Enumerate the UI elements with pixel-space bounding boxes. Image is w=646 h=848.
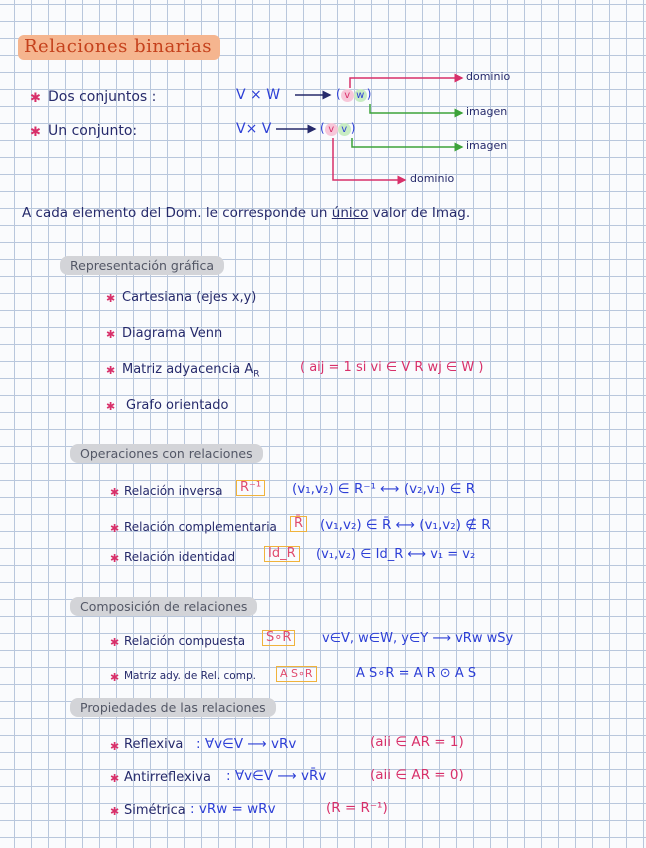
- statement: [22, 205, 470, 221]
- item-grafo: Grafo orientado: [126, 398, 229, 413]
- pair-close-2: ): [350, 121, 356, 135]
- pair-open-2: (: [320, 121, 325, 135]
- pair-close: ): [366, 87, 372, 101]
- pair-v1-dot: v: [325, 123, 338, 136]
- item-complementaria-box-wrap: [290, 516, 307, 532]
- item-identidad-box-wrap: [264, 546, 300, 562]
- item-simetrica-label: Simétrica: [124, 803, 186, 818]
- pair-open: (: [336, 87, 341, 101]
- item-matriz: [122, 362, 260, 380]
- item-venn: Diagrama Venn: [122, 326, 223, 341]
- bullet-reflexiva: ✱: [110, 740, 120, 753]
- label-imagen-1: imagen: [466, 105, 508, 118]
- dos-conjuntos-label: Dos conjuntos :: [48, 89, 157, 105]
- bullet-simetrica: ✱: [110, 805, 120, 818]
- item-inversa-box: R⁻¹: [236, 480, 265, 496]
- bullet-dos: ✱: [30, 91, 41, 106]
- label-dominio-2: dominio: [410, 172, 455, 185]
- item-antirreflexiva-formula: : ∀v∈V ⟶ vR̄v: [226, 768, 327, 784]
- item-compuesta-box: S∘R: [262, 630, 295, 646]
- statement-before: A cada elemento del Dom. le corresponde un: [22, 205, 328, 221]
- page-title: Relaciones binarias: [18, 35, 220, 60]
- item-reflexiva-label: Reflexiva: [124, 737, 184, 752]
- matrix-condition: ( aij = 1 si vi ∈ V R wj ∈ W ): [300, 360, 484, 375]
- dos-conjuntos-expr: V × W: [236, 87, 281, 103]
- label-dominio-1: dominio: [466, 70, 511, 83]
- pair-v2-dot: v: [338, 123, 351, 136]
- item-matriz-comp-box: A S∘R: [276, 666, 317, 682]
- item-simetrica-note: (R = R⁻¹): [326, 800, 388, 816]
- item-compuesta-label: Relación compuesta: [124, 634, 246, 648]
- item-inversa-formula: (v₁,v₂) ∈ R⁻¹ ⟷ (v₂,v₁) ∈ R: [292, 481, 476, 497]
- un-conjunto-expr: V× V: [236, 121, 272, 137]
- item-antirreflexiva-label: Antirreflexiva: [124, 770, 211, 785]
- item-compuesta-formula: v∈V, w∈W, y∈Y ⟶ vRw wSy: [322, 631, 514, 646]
- item-matriz-label: Matriz adyacencia: [122, 362, 241, 377]
- statement-underlined: único: [331, 205, 369, 221]
- item-complementaria-label: Relación complementaria: [124, 520, 277, 534]
- item-inversa-label: Relación inversa: [124, 484, 223, 498]
- bullet-compuesta: ✱: [110, 636, 120, 649]
- statement-after: valor de Imag.: [372, 205, 471, 221]
- matrix-symbol: A: [244, 362, 254, 377]
- item-complementaria-formula: (v₁,v₂) ∈ R̄ ⟷ (v₁,v₂) ∉ R: [320, 517, 491, 533]
- item-reflexiva-note: (aii ∈ AR = 1): [370, 734, 464, 750]
- pair-v-dot: v: [341, 89, 354, 102]
- bullet-identidad: ✱: [110, 552, 120, 565]
- item-identidad-box: Id_R: [264, 546, 300, 562]
- section-composicion-heading: Composición de relaciones: [70, 597, 257, 616]
- item-identidad-label: Relación identidad: [124, 550, 236, 564]
- item-inversa-box-wrap: [236, 480, 265, 496]
- item-matriz-comp-formula: A S∘R = A R ⊙ A S: [356, 666, 477, 681]
- item-identidad-formula: (v₁,v₂) ∈ Id_R ⟷ v₁ = v₂: [316, 547, 476, 562]
- item-compuesta-box-wrap: [262, 630, 295, 646]
- bullet-un: ✱: [30, 125, 41, 140]
- bullet-cartesiana: ✱: [106, 292, 116, 305]
- bullet-matriz: ✱: [106, 364, 116, 377]
- matrix-sub: R: [253, 369, 260, 380]
- un-conjunto-label: Un conjunto:: [48, 123, 138, 139]
- bullet-matriz-comp: ✱: [110, 671, 120, 684]
- bullet-inversa: ✱: [110, 486, 120, 499]
- item-antirreflexiva-note: (aii ∈ AR = 0): [370, 767, 464, 783]
- label-imagen-2: imagen: [466, 139, 508, 152]
- section-propiedades-heading: Propiedades de las relaciones: [70, 698, 276, 717]
- bullet-antirreflexiva: ✱: [110, 772, 120, 785]
- section-operaciones-heading: Operaciones con relaciones: [70, 444, 263, 463]
- pair-w-dot: w: [354, 89, 367, 102]
- item-matriz-comp-label: Matriz ady. de Rel. comp.: [124, 670, 256, 682]
- item-complementaria-box: R̄: [290, 516, 307, 532]
- item-reflexiva-formula: : ∀v∈V ⟶ vRv: [196, 736, 297, 752]
- item-matriz-comp-box-wrap: [276, 666, 317, 682]
- bullet-venn: ✱: [106, 328, 116, 341]
- bullet-complementaria: ✱: [110, 522, 120, 535]
- section-representacion-heading: Representación gráfica: [60, 256, 224, 275]
- item-cartesiana: Cartesiana (ejes x,y): [122, 290, 257, 305]
- bullet-grafo: ✱: [106, 400, 116, 413]
- item-simetrica-formula: : vRw = wRv: [190, 801, 276, 817]
